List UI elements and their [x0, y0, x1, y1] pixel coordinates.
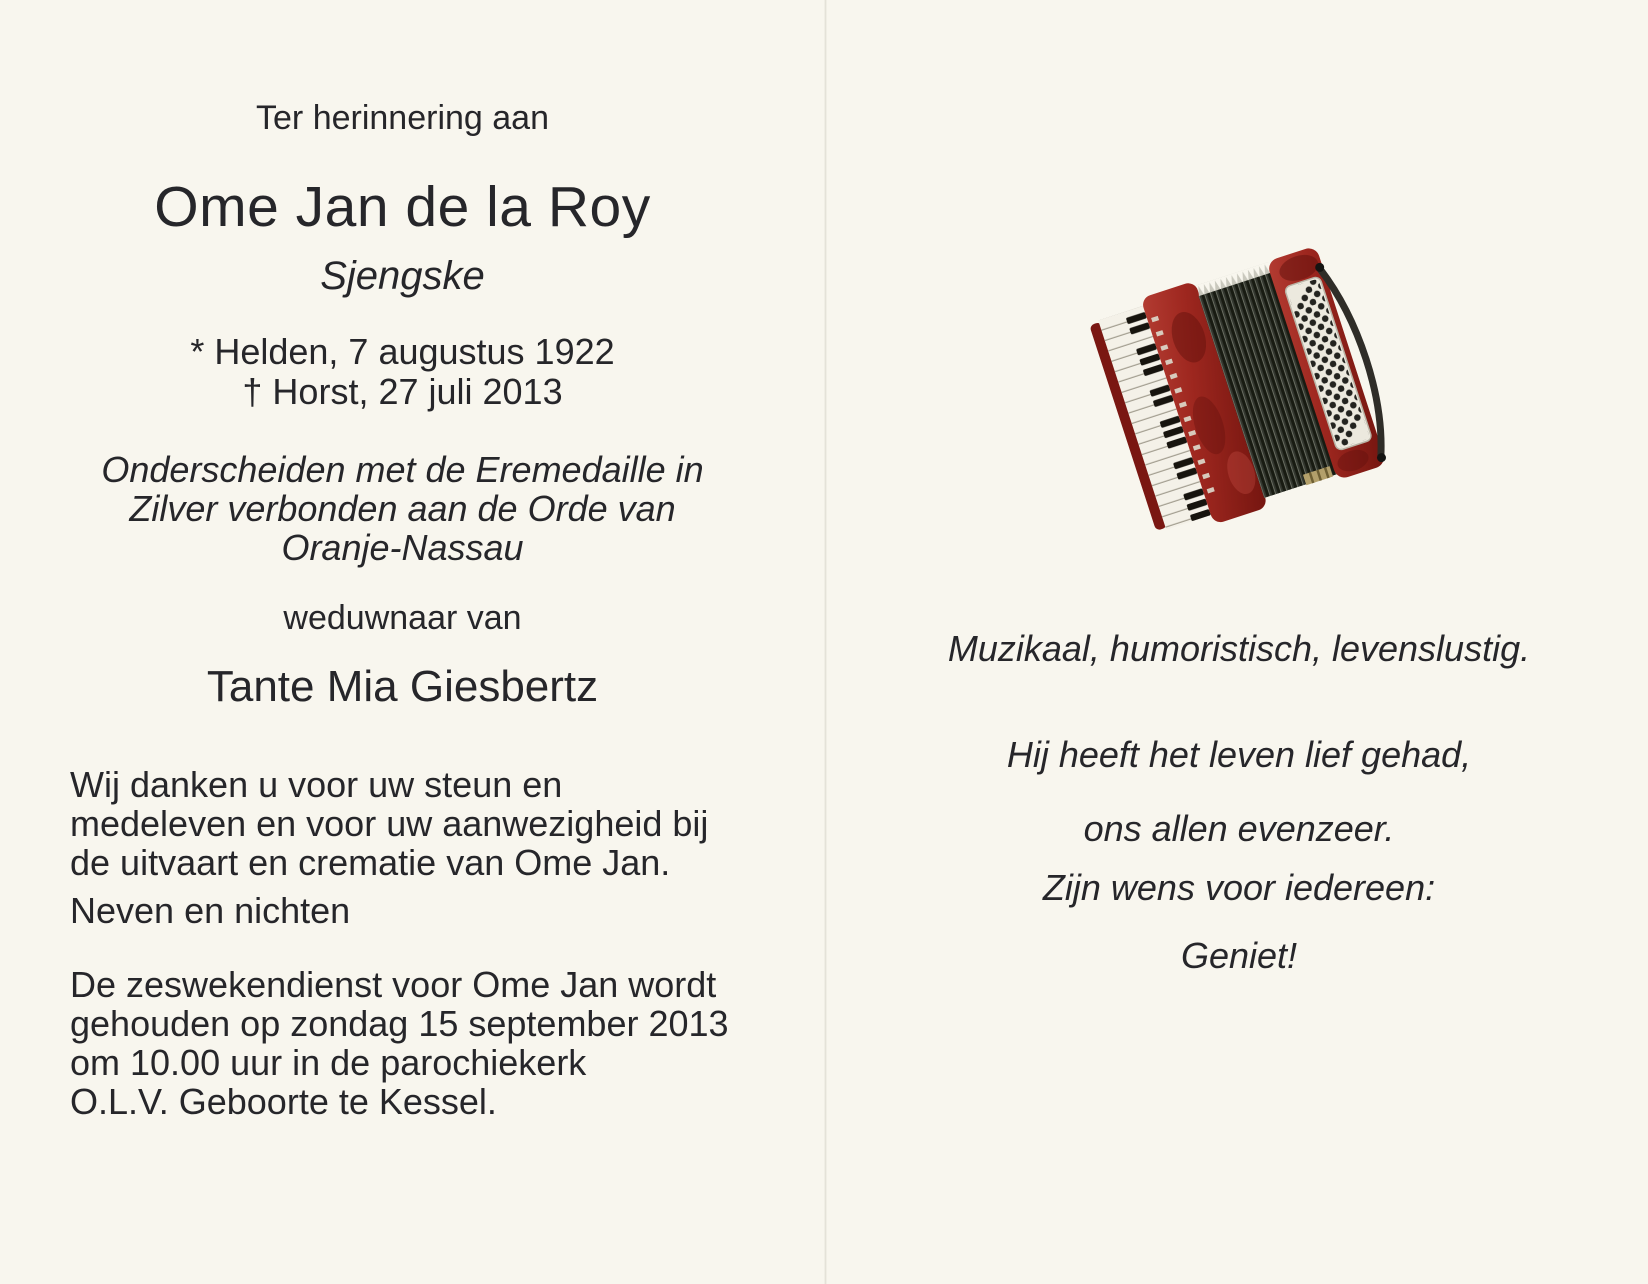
thanks-paragraph: [70, 765, 708, 882]
service-line: O.L.V. Geboorte te Kessel.: [70, 1081, 497, 1122]
spouse-name: Tante Mia Giesbertz: [206, 662, 599, 711]
deceased-nickname: Sjengske: [320, 254, 485, 298]
widower-label: weduwnaar van: [283, 599, 522, 637]
poem-line: Hij heeft het leven lief gehad,: [1006, 734, 1472, 775]
honors-line: Oranje-Nassau: [281, 527, 524, 568]
honors-paragraph: [70, 450, 735, 567]
poem-line: ons allen evenzeer.: [1083, 808, 1395, 849]
honors-line: Zilver verbonden aan de Orde van: [129, 488, 676, 529]
accordion-image: [1108, 266, 1360, 518]
tribute-line: Muzikaal, humoristisch, levenslustig.: [947, 628, 1531, 669]
thanks-line: medeleven en voor uw aanwezigheid bij: [70, 803, 709, 844]
service-paragraph: [70, 965, 729, 1121]
poem-line: Zijn wens voor iedereen:: [1042, 867, 1436, 908]
poem-line: Geniet!: [1180, 935, 1298, 976]
signature-line: Neven en nichten: [70, 890, 351, 931]
card-fold-line: [824, 0, 827, 1284]
memorial-intro: Ter herinnering aan: [256, 99, 549, 137]
service-line: De zeswekendienst voor Ome Jan wordt: [70, 964, 717, 1005]
birth-date: * Helden, 7 augustus 1922: [190, 331, 615, 372]
honors-line: Onderscheiden met de Eremedaille in: [101, 449, 704, 490]
deceased-name: Ome Jan de la Roy: [154, 175, 651, 239]
thanks-line: Wij danken u voor uw steun en: [70, 764, 563, 805]
service-line: om 10.00 uur in de parochiekerk: [70, 1042, 587, 1083]
service-line: gehouden op zondag 15 september 2013: [70, 1003, 729, 1044]
thanks-line: de uitvaart en crematie van Ome Jan.: [70, 842, 671, 883]
life-dates: [70, 332, 735, 411]
death-date: † Horst, 27 juli 2013: [242, 370, 563, 412]
